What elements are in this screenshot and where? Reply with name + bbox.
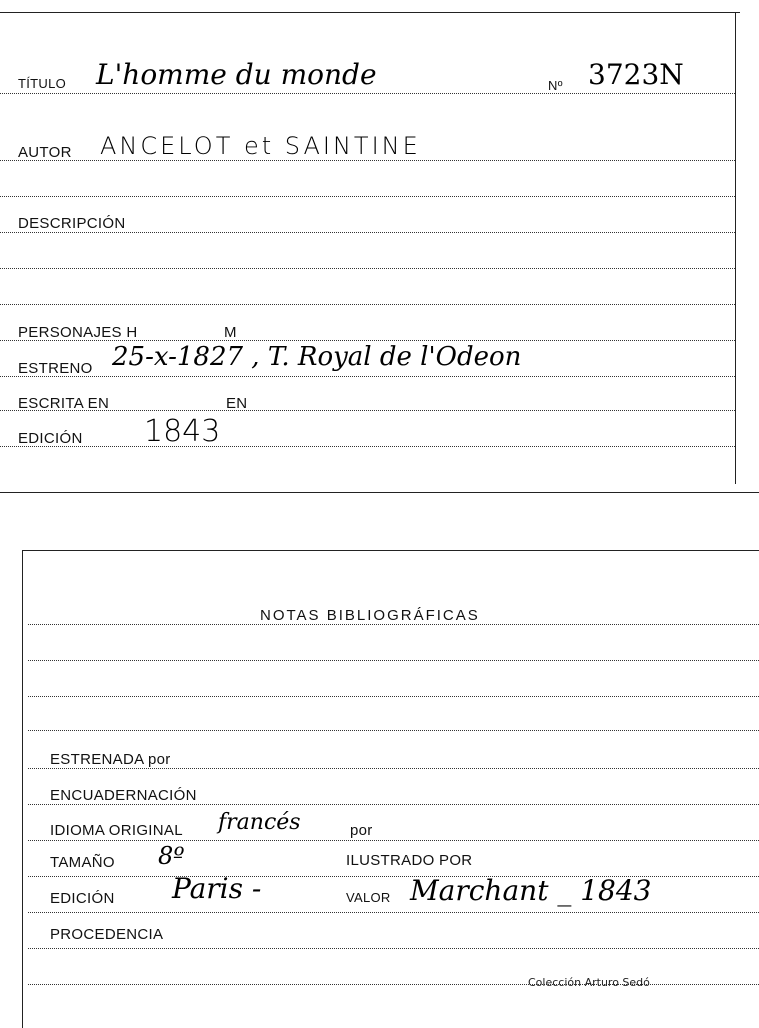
descripcion-label: DESCRIPCIÓN <box>18 215 126 232</box>
ruled-line <box>28 624 759 625</box>
procedencia-label: PROCEDENCIA <box>50 926 164 943</box>
numero-value: 3723N <box>588 58 684 91</box>
card-left-border <box>22 550 23 1028</box>
ruled-line <box>0 304 735 305</box>
card-top-border <box>0 12 740 13</box>
idioma-label: IDIOMA ORIGINAL <box>50 822 183 839</box>
escrita-en-label: EN <box>226 395 248 412</box>
ruled-line <box>28 768 759 769</box>
ilustrado-label: ILUSTRADO POR <box>346 852 473 869</box>
ruled-line <box>0 446 735 447</box>
edicion-value-2: Paris - <box>172 872 262 905</box>
catalog-card-top <box>0 0 759 500</box>
coleccion-stamp: Colección Arturo Sedó <box>528 976 650 989</box>
autor-label: AUTOR <box>18 144 72 161</box>
valor-value: Marchant _ 1843 <box>410 874 652 907</box>
catalog-card-bottom <box>0 540 759 1028</box>
numero-label: Nº <box>548 78 563 93</box>
ruled-line <box>0 160 735 161</box>
autor-value: ANCELOT et SAINTINE <box>100 132 421 160</box>
ruled-line <box>28 948 759 949</box>
ruled-line <box>28 730 759 731</box>
ruled-line <box>0 93 735 94</box>
encuadernacion-label: ENCUADERNACIÓN <box>50 787 197 804</box>
ruled-line <box>0 410 735 411</box>
ruled-line <box>0 268 735 269</box>
valor-label: VALOR <box>346 890 391 905</box>
edicion-value: 1843 <box>144 414 221 449</box>
tamano-label: TAMAÑO <box>50 854 115 871</box>
ruled-line <box>28 696 759 697</box>
ruled-line <box>28 912 759 913</box>
edicion-label-2: EDICIÓN <box>50 890 115 907</box>
ruled-line <box>28 840 759 841</box>
ruled-line <box>28 660 759 661</box>
estreno-value: 25-x-1827 , T. Royal de l'Odeon <box>112 342 522 372</box>
por-label: por <box>350 822 373 839</box>
personajes-label: PERSONAJES H <box>18 324 138 341</box>
notas-heading: NOTAS BIBLIOGRÁFICAS <box>260 607 480 624</box>
ruled-line <box>0 232 735 233</box>
titulo-value: L'homme du monde <box>96 58 377 91</box>
personajes-m-label: M <box>224 324 237 341</box>
ruled-line <box>0 196 735 197</box>
card-bottom-border <box>0 492 759 493</box>
ruled-line <box>0 376 735 377</box>
titulo-label: TÍTULO <box>18 76 67 91</box>
card-right-border <box>735 12 736 484</box>
escrita-label: ESCRITA EN <box>18 395 110 412</box>
tamano-value: 8º <box>158 842 185 870</box>
card-top-border <box>22 550 759 551</box>
estrenada-label: ESTRENADA por <box>50 751 171 768</box>
idioma-value: francés <box>218 810 301 835</box>
estreno-label: ESTRENO <box>18 360 93 377</box>
ruled-line <box>28 804 759 805</box>
edicion-label: EDICIÓN <box>18 430 83 447</box>
